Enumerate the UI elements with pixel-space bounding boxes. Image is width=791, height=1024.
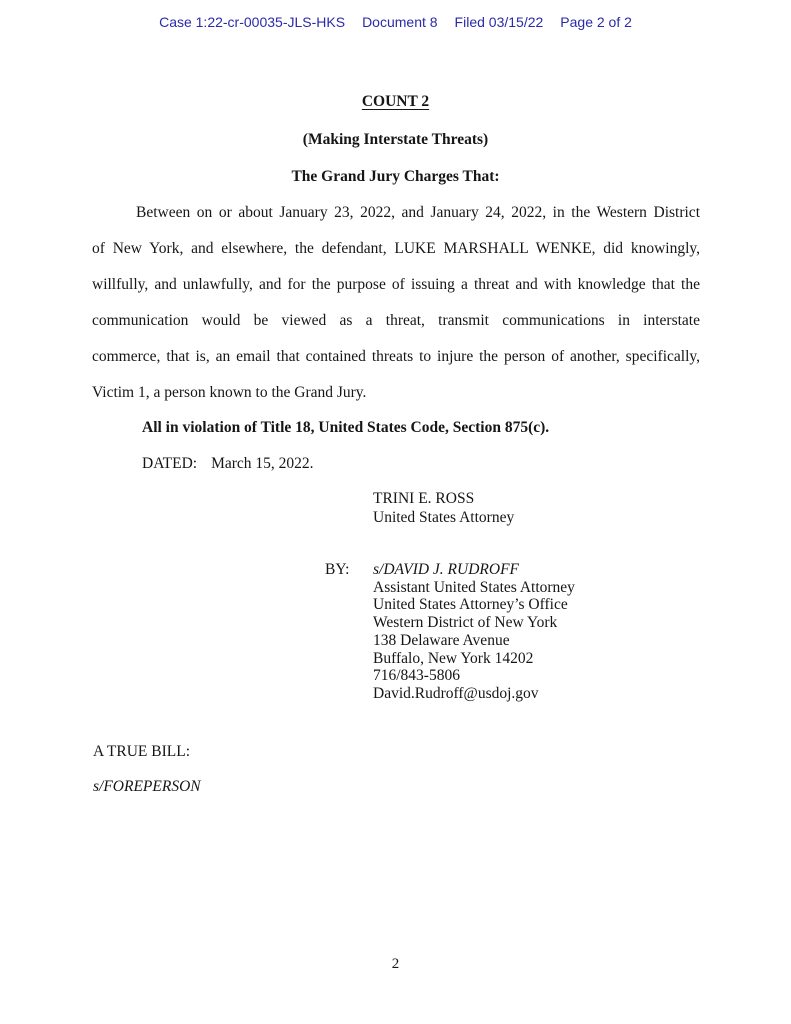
- count-heading: COUNT 2: [361, 93, 430, 110]
- signed-name: s/DAVID J. RUDROFF: [373, 561, 520, 578]
- stamp-filed-date: Filed 03/15/22: [454, 14, 544, 30]
- stamp-case-number: Case 1:22-cr-00035-JLS-HKS: [159, 14, 346, 30]
- us-attorney-title: United States Attorney: [373, 508, 515, 526]
- paragraph-line: communication would be viewed as a threat, transmit communications in interstate: [92, 312, 700, 329]
- paragraph-line: willfully, and unlawfully, and for the purpose of issuing a threat and with knowledge that the: [92, 276, 700, 293]
- us-attorney-name: TRINI E. ROSS: [373, 490, 475, 507]
- by-label: BY:: [325, 561, 350, 578]
- signer-street-address: 138 Delaware Avenue: [373, 631, 510, 649]
- signer-title: Assistant United States Attorney: [373, 578, 575, 596]
- charging-paragraph: [92, 195, 700, 411]
- paragraph-line: of New York, and elsewhere, the defendant, LUKE MARSHALL WENKE, did knowingly,: [92, 240, 700, 257]
- signature-block: [325, 561, 575, 703]
- true-bill-label: A TRUE BILL:: [93, 743, 191, 760]
- dated-value: March 15, 2022.: [211, 455, 314, 472]
- signer-email: David.Rudroff@usdoj.gov: [373, 684, 539, 702]
- signer-city-state-zip: Buffalo, New York 14202: [373, 649, 534, 667]
- foreperson-signature: s/FOREPERSON: [93, 778, 201, 795]
- signer-phone: 716/843-5806: [373, 667, 460, 685]
- stamp-document-number: Document 8: [362, 14, 438, 30]
- paragraph-line: Between on or about January 23, 2022, and January 24, 2022, in the Western District: [136, 204, 700, 221]
- violation-statement: All in violation of Title 18, United States Code, Section 875(c).: [142, 419, 550, 436]
- charge-subheading: (Making Interstate Threats): [302, 131, 489, 148]
- paragraph-line: commerce, that is, an email that contained threats to injure the person of another, specifically,: [92, 348, 700, 365]
- dated-label: DATED:: [142, 455, 198, 472]
- us-attorney-block: [373, 490, 514, 527]
- dated-line: [142, 455, 314, 473]
- signature-lines: [373, 561, 575, 703]
- signer-district: Western District of New York: [373, 614, 558, 632]
- page-number: 2: [391, 956, 400, 972]
- grand-jury-heading: The Grand Jury Charges That:: [291, 168, 500, 185]
- paragraph-line: Victim 1, a person known to the Grand Jury.: [92, 384, 367, 401]
- signer-office: United States Attorney’s Office: [373, 596, 568, 614]
- case-stamp-header: [0, 14, 791, 30]
- stamp-page-count: Page 2 of 2: [560, 14, 632, 30]
